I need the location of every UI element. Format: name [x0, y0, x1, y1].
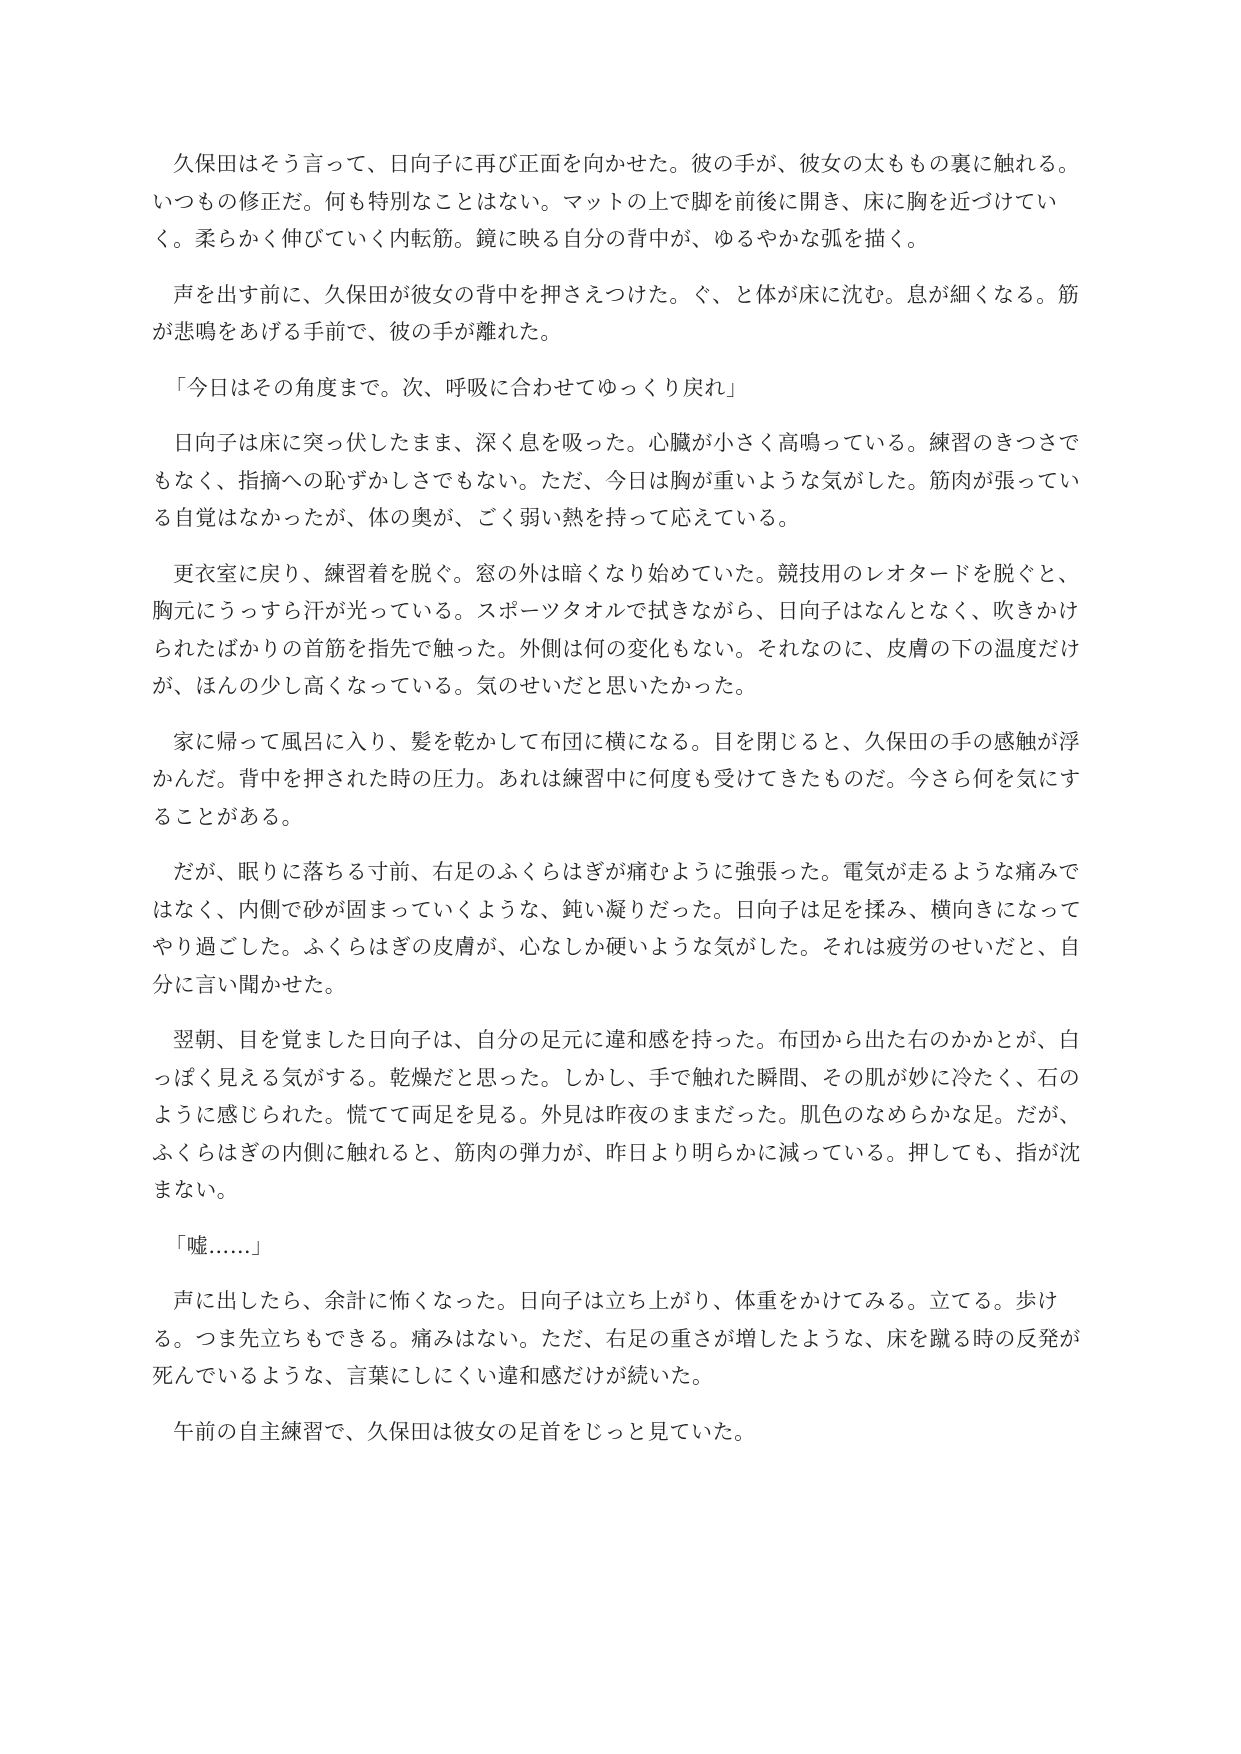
paragraph: 久保田はそう言って、日向子に再び正面を向かせた。彼の手が、彼女の太ももの裏に触れる。いつもの修正だ。何も特別なことはない。マットの上で脚を前後に開き、床に胸を近づけていく。柔らかく伸びていく内転筋。鏡に映る自分の背中が、ゆるやかな弧を描く。 — [152, 152, 1080, 251]
paragraph: 午前の自主練習で、久保田は彼女の足首をじっと見ていた。 — [173, 1419, 756, 1444]
paragraph: 声を出す前に、久保田が彼女の背中を押さえつけた。ぐ、と体が床に沈む。息が細くなる。筋が悲鳴をあげる手前で、彼の手が離れた。 — [152, 282, 1080, 344]
paragraph: 声に出したら、余計に怖くなった。日向子は立ち上がり、体重をかけてみる。立てる。歩ける。つま先立ちもできる。痛みはない。ただ、右足の重さが増したような、床を蹴る時の反発が死んでいるような、言葉にしにくい違和感だけが続いた。 — [152, 1289, 1081, 1388]
dialogue-line: 「嘘……」 — [165, 1233, 273, 1258]
paragraph: 翌朝、目を覚ました日向子は、自分の足元に違和感を持った。布団から出た右のかかとが、白っぽく見える気がする。乾燥だと思った。しかし、手で触れた瞬間、その肌が妙に冷たく、石のように感じられた。慌てて両足を見る。外見は昨夜のままだった。肌色のなめらかな足。だが、ふくらはぎの内側に触れると、筋肉の弾力が、昨日より明らかに減っている。押しても、指が沈まない。 — [152, 1028, 1081, 1202]
paragraph: 日向子は床に突っ伏したまま、深く息を吸った。心臓が小さく高鳴っている。練習のきつさでもなく、指摘への恥ずかしさでもない。ただ、今日は胸が重いような気がした。筋肉が張っている自覚はなかったが、体の奥が、ごく弱い熱を持って応えている。 — [152, 431, 1081, 530]
document-page — [152, 146, 1098, 1469]
paragraph: だが、眠りに落ちる寸前、右足のふくらはぎが痛むように強張った。電気が走るような痛みではなく、内側で砂が固まっていくような、鈍い凝りだった。日向子は足を揉み、横向きになってやり過ごした。ふくらはぎの皮膚が、心なしか硬いような気がした。それは疲労のせいだと、自分に言い聞かせた。 — [152, 860, 1082, 997]
paragraph: 更衣室に戻り、練習着を脱ぐ。窓の外は暗くなり始めていた。競技用のレオタードを脱ぐと、胸元にうっすら汗が光っている。スポーツタオルで拭きながら、日向子はなんとなく、吹きかけられたばかりの首筋を指先で触った。外側は何の変化もない。それなのに、皮膚の下の温度だけが、ほんの少し高くなっている。気のせいだと思いたかった。 — [152, 561, 1081, 698]
dialogue-line: 「今日はその角度まで。次、呼吸に合わせてゆっくり戻れ」 — [165, 375, 748, 400]
paragraph: 家に帰って風呂に入り、髪を乾かして布団に横になる。目を閉じると、久保田の手の感触が浮かんだ。背中を押された時の圧力。あれは練習中に何度も受けてきたものだ。今さら何を気にすることがある。 — [152, 729, 1081, 829]
